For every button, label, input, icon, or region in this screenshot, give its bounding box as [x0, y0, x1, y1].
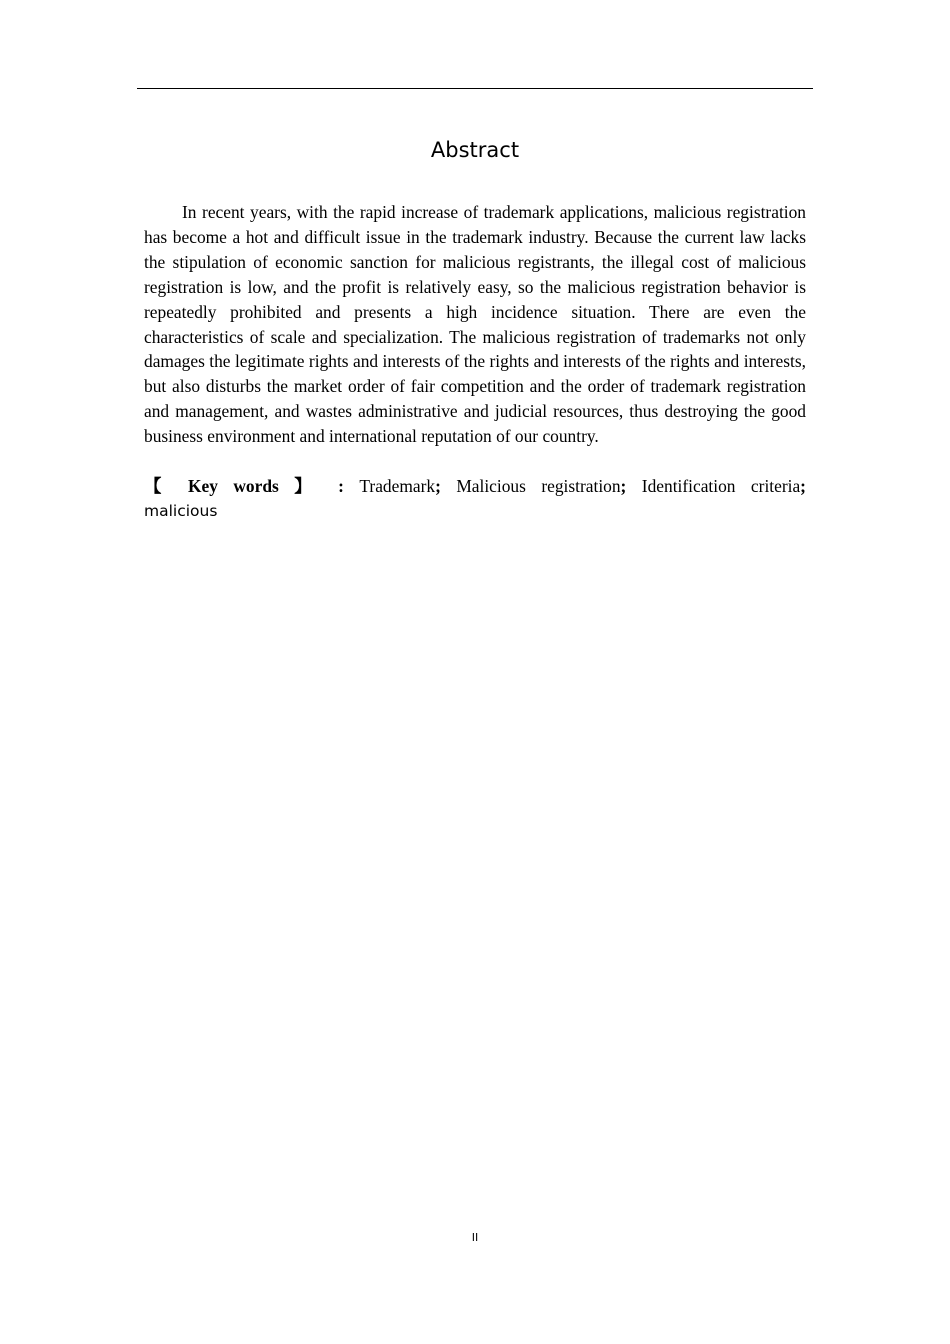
header-rule	[137, 88, 813, 89]
keyword-separator: ;	[800, 476, 806, 496]
abstract-body: In recent years, with the rapid increase of trademark applications, malicious registration has become a hot and difficult issue in the trademark industry. Because the current law lacks the stipulation of economic sanction for malicious registrants, the illegal cost of malicious registration is low, and the profit is relatively easy, so the malicious registration behavior is repeatedly prohibited and presents a high incidence situation. There are even the characteristics of scale and specialization. The malicious registration of trademarks not only damages the legitimate rights and interests of the rights and interests of the rights and interests, but also disturbs the market order of fair competition and the order of trademark registration and management, and wastes administrative and judicial resources, thus destroying the good business environment and international reputation of our country.	[144, 202, 806, 447]
keywords-label: 【 Key words 】 :	[144, 476, 344, 496]
keyword-item: Malicious registration	[456, 476, 621, 496]
keyword-item: Identification criteria	[641, 476, 801, 496]
keyword-item: Trademark	[359, 476, 436, 496]
keyword-separator: ;	[435, 476, 441, 496]
page-number: II	[471, 1231, 479, 1244]
keyword-item: malicious	[144, 502, 218, 520]
keywords-line	[144, 474, 806, 499]
keyword-separator: ;	[620, 476, 627, 496]
abstract-title: Abstract	[430, 138, 520, 162]
